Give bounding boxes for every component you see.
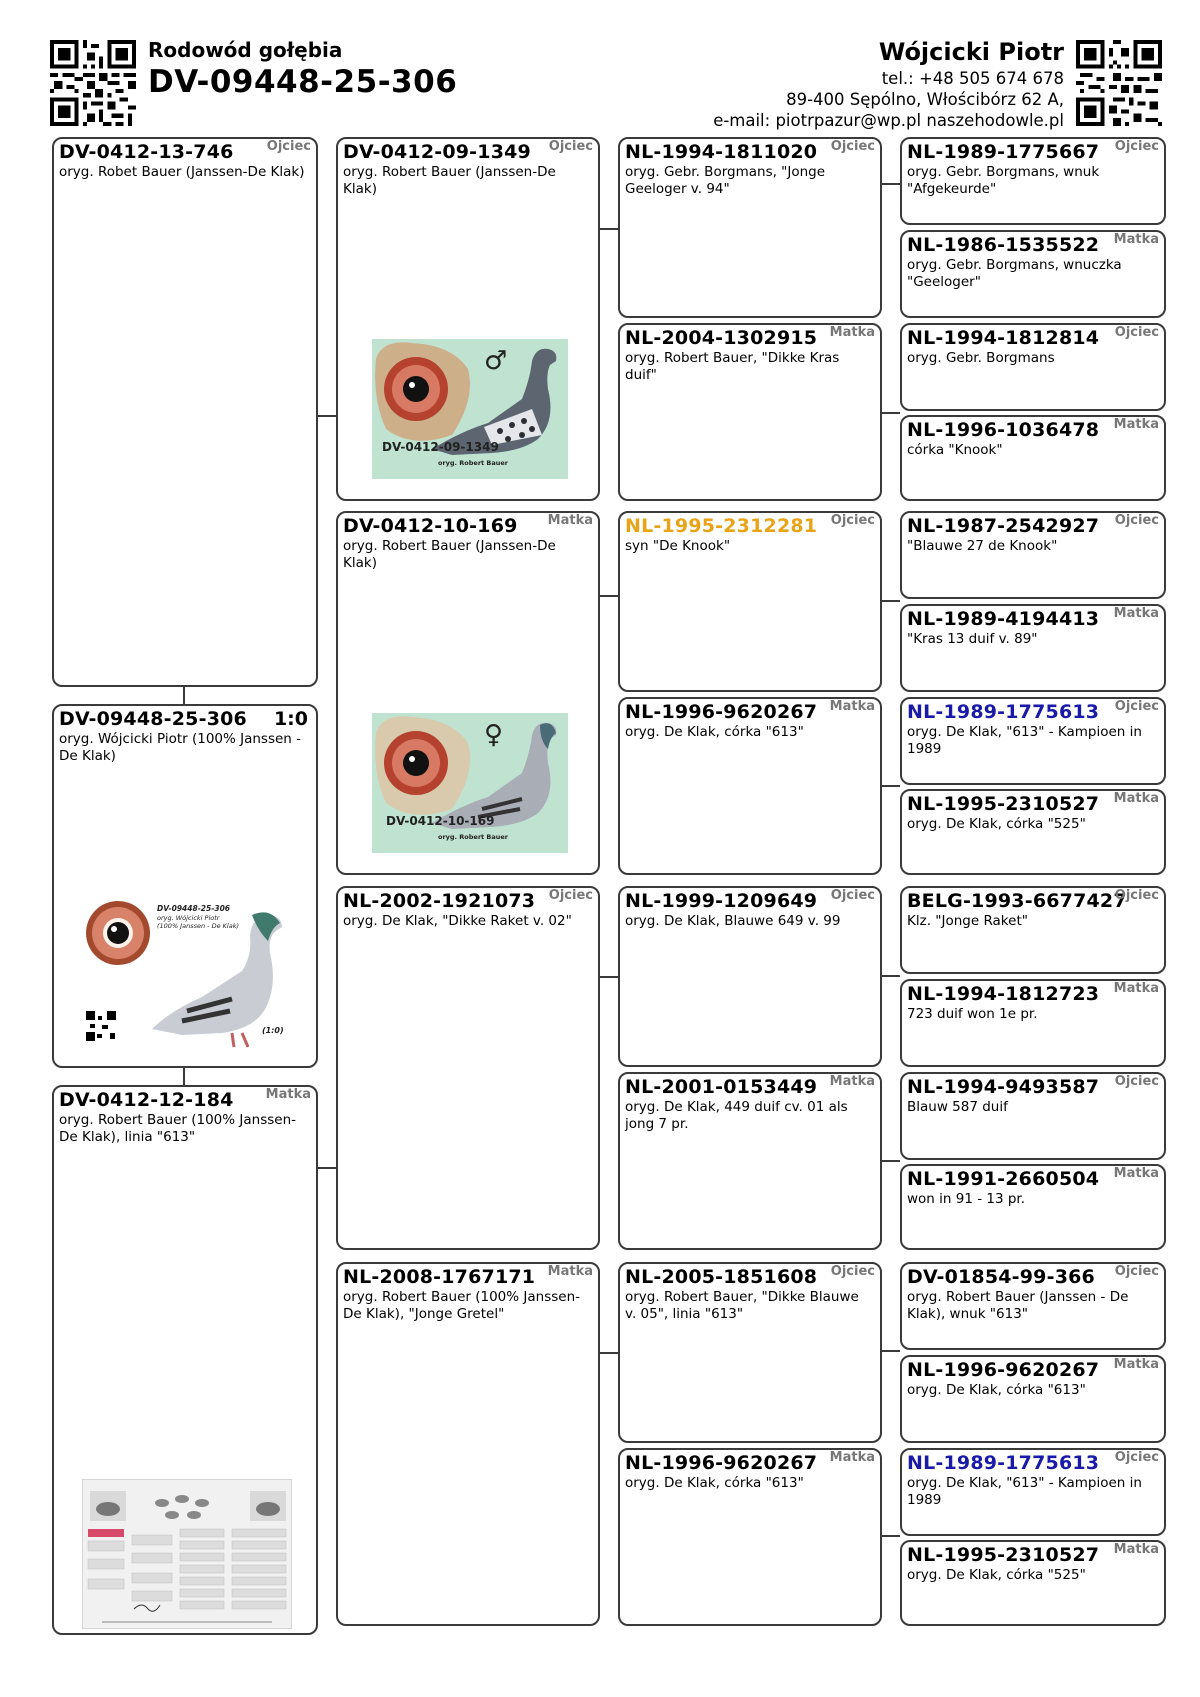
gen3-card[interactable] [618,1448,882,1626]
ring-number: NL-1995-2310527 [907,1544,1100,1566]
ring-number: NL-2004-1302915 [625,327,818,349]
role-label: Matka [829,1074,875,1089]
gen2-card[interactable] [336,137,600,501]
role-label: Ojciec [548,888,593,903]
role-label: Matka [1113,981,1159,996]
gen4-card[interactable] [900,1540,1166,1626]
ring-number: BELG-1993-6677427 [907,890,1127,912]
ring-number: NL-1987-2542927 [907,515,1100,537]
role-label: Ojciec [1114,1264,1159,1279]
connector [600,595,618,597]
description: Blauw 587 duif [907,1099,1008,1115]
ring-number: NL-1986-1535522 [907,234,1100,256]
gen3-card[interactable] [618,1072,882,1250]
pigeon-description: oryg. Wójcicki Piotr (100% Janssen - De Klak) [59,731,302,764]
ring-number: NL-1995-2310527 [907,793,1100,815]
connector [882,1350,900,1352]
gen4-card[interactable] [900,415,1166,501]
role-label: Matka [829,325,875,340]
ring-number: NL-2008-1767171 [343,1266,536,1288]
ring-number: NL-1989-1775613 [907,1452,1100,1474]
male-symbol-icon: ♂ [484,346,508,376]
description: oryg. Robert Bauer (Janssen - De Klak), wnuk "613" [907,1289,1129,1322]
description: oryg. De Klak, 449 duif cv. 01 als jong 7 pr. [625,1099,848,1132]
gen3-card[interactable] [618,323,882,501]
description: oryg. Robet Bauer (Janssen-De Klak) [59,164,305,180]
description: oryg. De Klak, Blauwe 649 v. 99 [625,913,841,929]
role-label: Matka [1113,417,1159,432]
role-label: Matka [829,1450,875,1465]
role-label: Matka [547,1264,593,1279]
owner-info [713,38,1064,131]
gen4-card[interactable] [900,886,1166,974]
pigeon-card[interactable] [52,704,318,1068]
description: oryg. Robert Bauer (100% Janssen-De Klak), linia "613" [59,1112,296,1145]
ring-number: NL-1994-1812723 [907,983,1100,1005]
description: oryg. De Klak, "Dikke Raket v. 02" [343,913,572,929]
description: oryg. Robert Bauer (100% Janssen-De Klak), "Jonge Gretel" [343,1289,580,1322]
ring-number: NL-1989-1775613 [907,701,1100,723]
role-label: Matka [1113,791,1159,806]
description: oryg. De Klak, córka "525" [907,816,1086,832]
description: Klz. "Jonge Raket" [907,913,1028,929]
role-label: Matka [1113,1357,1159,1372]
female-symbol-icon: ♀ [484,720,504,750]
pigeon-ring: DV-09448-25-306 [59,708,247,730]
description: oryg. Gebr. Borgmans, wnuczka "Geeloger" [907,257,1122,290]
ring-number: NL-1996-9620267 [625,1452,818,1474]
pigeon-score: 1:0 [273,708,308,730]
photo-label: DV-0412-10-169 [386,814,495,828]
ring-number: NL-1989-4194413 [907,608,1100,630]
ring-number: NL-2005-1851608 [625,1266,818,1288]
gen3-card[interactable] [618,511,882,692]
gen4-card[interactable] [900,1355,1166,1443]
connector [882,785,900,787]
ring-number: NL-1996-1036478 [907,419,1100,441]
description: oryg. Gebr. Borgmans, "Jonge Geeloger v. 94" [625,164,826,197]
description: syn "De Knook" [625,538,731,554]
photo-label: DV-0412-09-1349 [382,440,499,454]
role-label: Ojciec [830,513,875,528]
ring-number: NL-1999-1209649 [625,890,818,912]
gen4-card[interactable] [900,137,1166,225]
document-ring-number: DV-09448-25-306 [148,64,458,100]
ring-number: NL-1991-2660504 [907,1168,1100,1190]
ring-number: NL-1996-9620267 [625,701,818,723]
role-label: Ojciec [830,139,875,154]
pigeon-photo-score: (1:0) [262,1026,284,1035]
description: oryg. Robert Bauer, "Dikke Kras duif" [625,350,840,383]
description: oryg. De Klak, córka "613" [625,724,804,740]
owner-contact: e-mail: piotrpazur@wp.pl naszehodowle.pl [713,111,1064,130]
ring-number: DV-0412-12-184 [59,1089,234,1111]
role-label: Matka [1113,232,1159,247]
description: oryg. De Klak, "613" - Kampioen in 1989 [907,724,1142,757]
certificate-image [82,1479,292,1629]
role-label: Ojciec [266,139,311,154]
ring-number: NL-2002-1921073 [343,890,536,912]
role-label: Matka [547,513,593,528]
gen4-card[interactable] [900,511,1166,599]
role-label: Matka [1113,1166,1159,1181]
role-label: Ojciec [1114,513,1159,528]
ring-number: DV-0412-10-169 [343,515,518,537]
owner-address: 89-400 Sępólno, Włościbórz 62 A, [786,90,1064,109]
gen4-card[interactable] [900,1262,1166,1350]
description: oryg. De Klak, "613" - Kampioen in 1989 [907,1475,1142,1508]
connector [882,1160,900,1162]
role-label: Ojciec [1114,1450,1159,1465]
photo-sublabel: oryg. Robert Bauer [438,459,508,467]
gen1-father-card[interactable] [52,137,318,687]
connector [882,183,900,185]
gen4-card[interactable] [900,1072,1166,1160]
ring-number: DV-01854-99-366 [907,1266,1095,1288]
connector [318,1167,336,1169]
ring-number: NL-1994-1812814 [907,327,1100,349]
role-label: Ojciec [1114,699,1159,714]
description: "Kras 13 duif v. 89" [907,631,1038,647]
ring-number: NL-1996-9620267 [907,1359,1100,1381]
role-label: Matka [829,699,875,714]
role-label: Matka [1113,606,1159,621]
ancestor-photo [372,713,568,853]
role-label: Ojciec [548,139,593,154]
gen4-card[interactable] [900,604,1166,692]
gen3-card[interactable] [618,886,882,1067]
role-label: Ojciec [1114,139,1159,154]
description: "Blauwe 27 de Knook" [907,538,1058,554]
description: oryg. De Klak, córka "613" [625,1475,804,1491]
description: won in 91 - 13 pr. [907,1191,1026,1207]
owner-name: Wójcicki Piotr [878,38,1064,66]
connector [882,1535,900,1537]
gen4-card[interactable] [900,789,1166,875]
description: oryg. De Klak, córka "613" [907,1382,1086,1398]
role-label: Matka [1113,1542,1159,1557]
document-subtitle: Rodowód gołębia [148,38,343,62]
ancestor-photo [372,339,568,479]
owner-phone: tel.: +48 505 674 678 [881,69,1064,88]
connector [882,600,900,602]
ring-number: NL-1994-9493587 [907,1076,1100,1098]
gen3-card[interactable] [618,1262,882,1443]
gen4-card[interactable] [900,230,1166,318]
gen4-card[interactable] [900,979,1166,1067]
gen4-card[interactable] [900,1448,1166,1536]
connector [318,415,336,417]
gen2-card[interactable] [336,886,600,1250]
description: oryg. Gebr. Borgmans, wnuk "Afgekeurde" [907,164,1100,197]
role-label: Ojciec [830,1264,875,1279]
connector [183,1067,185,1087]
description: oryg. Robert Bauer (Janssen-De Klak) [343,538,556,571]
gen4-card[interactable] [900,323,1166,411]
ring-number: DV-0412-13-746 [59,141,234,163]
gen2-card[interactable] [336,1262,600,1626]
gen4-card[interactable] [900,1164,1166,1250]
role-label: Matka [265,1087,311,1102]
pigeon-photo [82,901,292,1051]
pigeon-photo-owner: oryg. Wójcicki Piotr [157,914,220,922]
description: 723 duif won 1e pr. [907,1006,1038,1022]
ring-number: NL-1994-1811020 [625,141,818,163]
role-label: Ojciec [1114,888,1159,903]
connector [882,975,900,977]
photo-sublabel: oryg. Robert Bauer [438,833,508,841]
ring-number: DV-0412-09-1349 [343,141,531,163]
qr-code-left [50,40,136,126]
gen2-card[interactable] [336,511,600,875]
role-label: Ojciec [1114,1074,1159,1089]
description: oryg. Robert Bauer, "Dikke Blauwe v. 05", linia "613" [625,1289,859,1322]
connector [882,412,900,414]
connector [600,976,618,978]
qr-code-right [1076,40,1162,126]
gen3-card[interactable] [618,697,882,875]
ring-number: NL-1995-2312281 [625,515,818,537]
connector [600,228,618,230]
description: córka "Knook" [907,442,1003,458]
gen1-mother-card[interactable] [52,1085,318,1635]
ring-number: NL-1989-1775667 [907,141,1100,163]
connector [600,1352,618,1354]
role-label: Ojciec [1114,325,1159,340]
description: oryg. De Klak, córka "525" [907,1567,1086,1583]
gen3-card[interactable] [618,137,882,318]
gen4-card[interactable] [900,697,1166,785]
pigeon-photo-line: (100% Janssen - De Klak) [157,922,239,930]
description: oryg. Gebr. Borgmans [907,350,1055,366]
pigeon-photo-ring: DV-09448-25-306 [157,904,231,913]
description: oryg. Robert Bauer (Janssen-De Klak) [343,164,556,197]
role-label: Ojciec [830,888,875,903]
ring-number: NL-2001-0153449 [625,1076,818,1098]
